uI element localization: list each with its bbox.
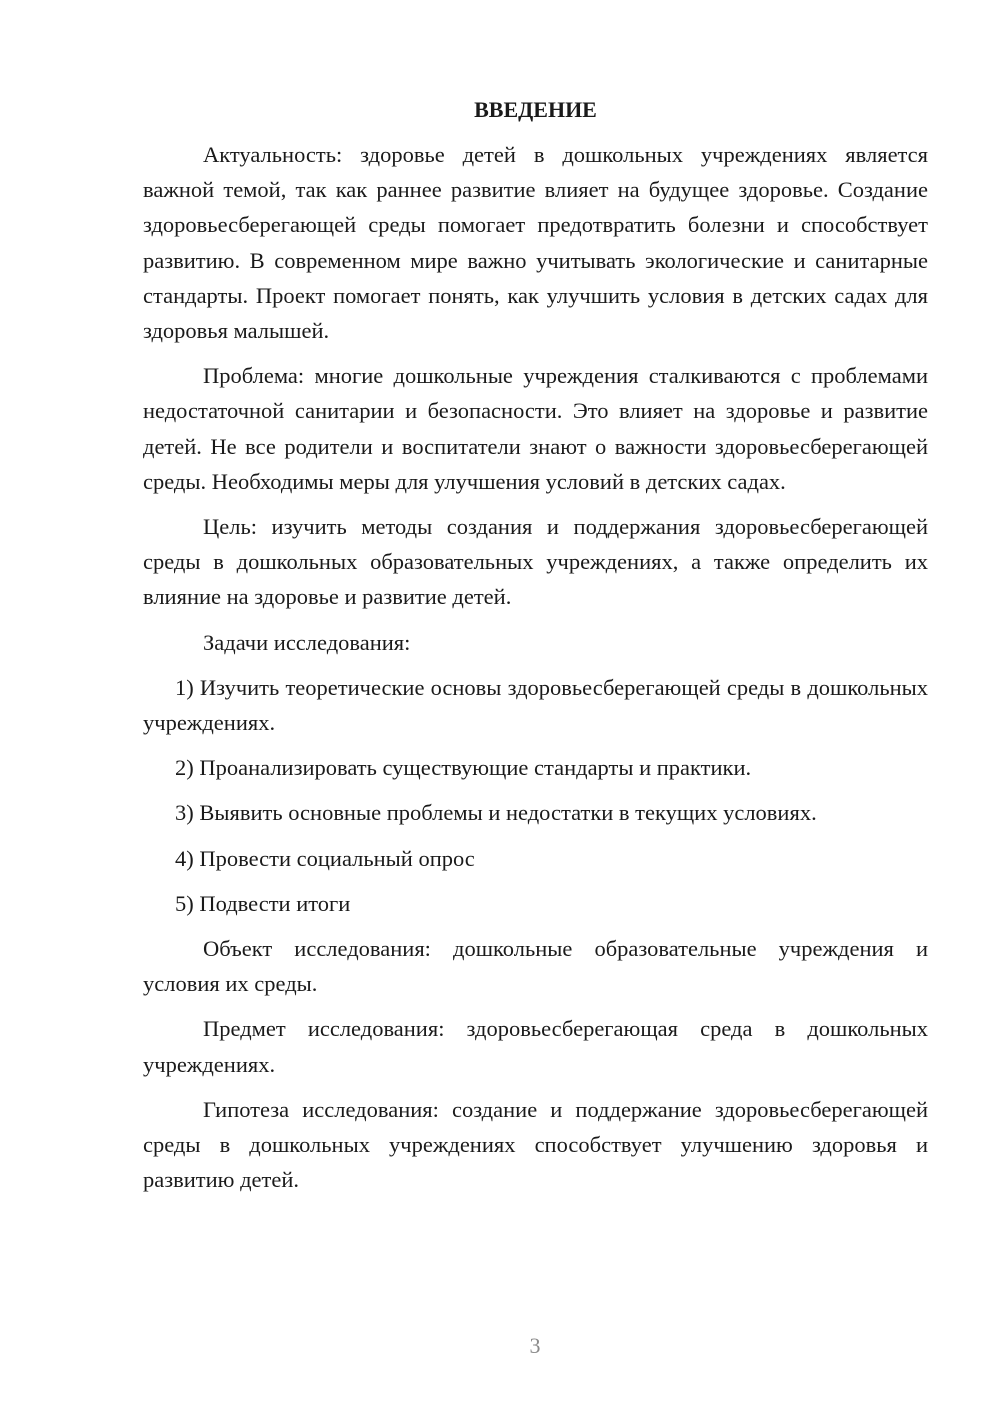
tasks-heading: Задачи исследования: <box>203 629 411 655</box>
task-item-2: 2) Проанализировать существующие стандарты и практики. <box>175 755 752 781</box>
task-item-3: 3) Выявить основные проблемы и недостатки в текущих условиях. <box>175 800 817 826</box>
object-paragraph: Объект исследования: дошкольные образовательные учреждения и условия их среды. <box>143 936 928 997</box>
page-content <box>143 93 928 1207</box>
goal-paragraph: Цель: изучить методы создания и поддержания здоровьесберегающей среды в дошкольных образовательных учреждениях, а также определить их влияние на здоровье и развитие детей. <box>143 514 928 610</box>
hypothesis-paragraph: Гипотеза исследования: создание и поддержание здоровьесберегающей среды в дошкольных учреждениях способствует улучшению здоровья и развитию детей. <box>143 1096 928 1193</box>
problem-paragraph: Проблема: многие дошкольные учреждения сталкиваются с проблемами недостаточной санитарии и безопасности. Это влияет на здоровье и развитие детей. Не все родители и воспитатели знают о важности здоровьесберегающей среды. Необходимы меры для улучшения условий в детских садах. <box>143 363 928 494</box>
relevance-paragraph: Актуальность: здоровье детей в дошкольных учреждениях является важной темой, так как раннее развитие влияет на будущее здоровье. Создание здоровьесберегающей среды помогает предотвратить болезни и способствует развитию. В современном мире важно учитывать экологические и санитарные стандарты. Проект помогает понять, как улучшить условия в детских садах для здоровья малышей. <box>143 142 928 344</box>
page-number: 3 <box>529 1333 541 1358</box>
subject-paragraph: Предмет исследования: здоровьесберегающая среда в дошкольных учреждениях. <box>143 1016 928 1077</box>
task-item-4: 4) Провести социальный опрос <box>175 845 475 871</box>
task-item-1: 1) Изучить теоретические основы здоровьесберегающей среды в дошкольных учреждениях. <box>143 674 928 736</box>
section-title: ВВЕДЕНИЕ <box>474 97 597 122</box>
task-item-5: 5) Подвести итоги <box>175 890 351 916</box>
